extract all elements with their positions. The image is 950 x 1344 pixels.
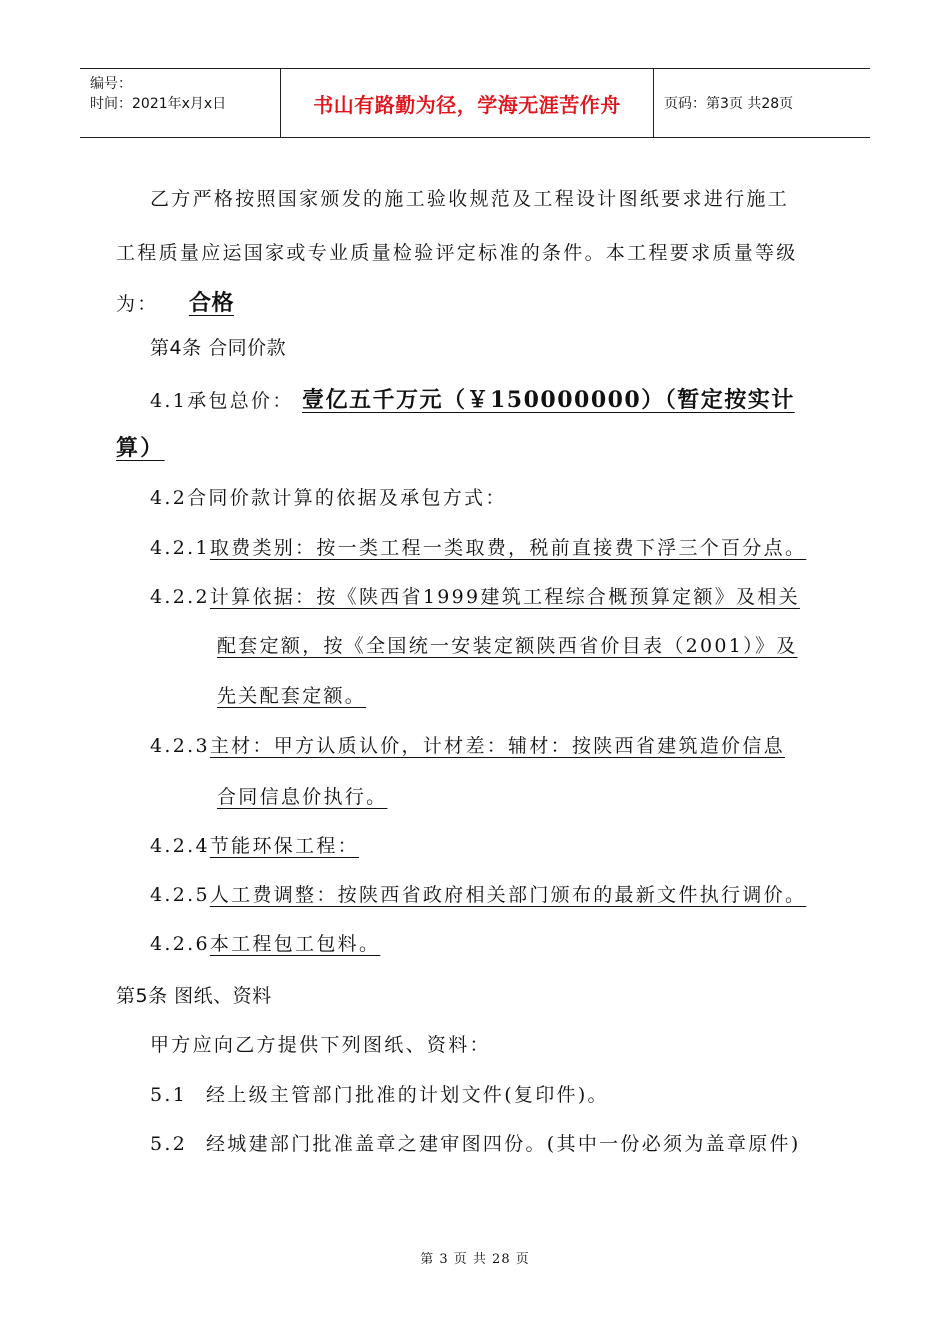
clause-4-2-4: [150, 831, 359, 858]
clause-4-2-2-line2: [217, 631, 798, 658]
clause-5-1: [150, 1080, 609, 1107]
clause-text: 主材：甲方认质认价，计材差：辅材：按陕西省建筑造价信息: [209, 735, 785, 757]
clause-4-2-6: [150, 929, 380, 956]
clause-4-2: 4.2合同价款计算的依据及承包方式：: [150, 487, 507, 509]
clause-text: 先关配套定额。: [217, 685, 367, 707]
clause-4-2-5: [150, 880, 806, 907]
article-4-title: 第4条 合同价款: [150, 337, 287, 359]
paragraph-line: 乙方严格按照国家颁发的施工验收规范及工程设计图纸要求进行施工: [150, 188, 790, 210]
header-page-info: 页码：第3页 共28页: [664, 96, 794, 112]
article-5-title: 第5条 图纸、资料: [116, 985, 272, 1007]
contract-price-value: 壹亿五千万元（￥150000000）（暂定按实计: [301, 387, 795, 413]
clause-text: 配套定额，按《全国统一安装定额陕西省价目表（2001）》及: [217, 635, 798, 657]
page-footer: 第 3 页 共 28 页: [420, 1252, 530, 1267]
clause-4-1-label: 4.1承包总价：: [150, 390, 294, 412]
clause-number: 5.2: [150, 1133, 188, 1155]
clause-4-2-3-line2: [217, 782, 387, 809]
clause-4-1: [150, 383, 795, 414]
quality-line: [116, 286, 359, 317]
clause-4-2-2-line3: [217, 681, 366, 708]
clause-4-2-1: [150, 533, 806, 560]
clause-number: 4.2.1: [150, 537, 210, 559]
quality-prefix: 为：: [116, 293, 159, 315]
clause-text: 本工程包工包料。: [209, 933, 381, 955]
contract-price-value-cont: 算）: [116, 435, 165, 461]
clause-text: 经上级主管部门批准的计划文件(复印件)。: [206, 1084, 609, 1106]
article-5-intro: 甲方应向乙方提供下列图纸、资料：: [150, 1034, 491, 1056]
clause-number: 4.2.3: [150, 735, 210, 757]
clause-5-2: [150, 1129, 801, 1156]
clause-text: 节能环保工程：: [209, 835, 359, 857]
quality-value: 合格: [188, 291, 234, 316]
header-table: [80, 68, 870, 138]
clause-text: 计算依据：按《陕西省1999建筑工程综合概预算定额》及相关: [209, 586, 800, 608]
clause-text: 经城建部门批准盖章之建审图四份。(其中一份必须为盖章原件): [206, 1133, 801, 1155]
clause-number: 4.2.6: [150, 933, 210, 955]
clause-text: 取费类别：按一类工程一类取费，税前直接费下浮三个百分点。: [209, 537, 807, 559]
clause-4-1-continued: [116, 431, 165, 462]
clause-4-2-3: [150, 731, 785, 758]
document-time-label: 时间：2021年x月x日: [90, 96, 227, 112]
clause-number: 4.2.4: [150, 835, 210, 857]
clause-text: 人工费调整：按陕西省政府相关部门颁布的最新文件执行调价。: [209, 884, 807, 906]
clause-number: 4.2.2: [150, 586, 210, 608]
clause-4-2-2: [150, 582, 800, 609]
clause-number: 4.2.5: [150, 884, 210, 906]
header-motto: 书山有路勤为径，学海无涯苦作舟: [281, 69, 654, 137]
quality-value-field: [167, 286, 359, 317]
clause-number: 5.1: [150, 1084, 188, 1106]
clause-text: 合同信息价执行。: [217, 786, 388, 808]
paragraph-line: 工程质量应运国家或专业质量检验评定标准的条件。本工程要求质量等级: [116, 242, 798, 264]
header-meta-cell: [80, 69, 281, 137]
document-number-label: 编号：: [90, 76, 132, 92]
